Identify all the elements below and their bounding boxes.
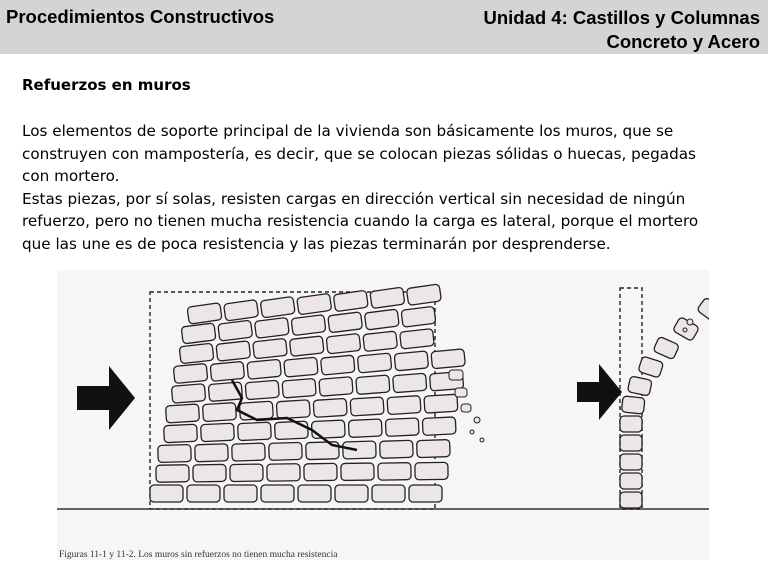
brick	[343, 441, 377, 459]
brick	[187, 303, 222, 324]
brick	[431, 349, 465, 369]
brick	[313, 398, 347, 417]
brick	[298, 485, 331, 502]
brick	[274, 421, 308, 440]
brick	[620, 492, 642, 508]
brick	[409, 485, 442, 502]
brick	[364, 309, 399, 330]
brick	[239, 401, 273, 420]
brick	[232, 443, 266, 461]
brick	[254, 317, 289, 338]
course-title: Procedimientos Constructivos	[6, 6, 275, 27]
paragraph-1: Los elementos de soporte principal de la vivienda son básicamente los muros, que se construyen con mampostería, es decir, que se colocan piezas sólidas o huecas, pegadas con mortero.	[22, 122, 696, 185]
brick	[422, 417, 456, 436]
brick	[195, 444, 229, 462]
brick	[253, 338, 288, 359]
brick	[276, 400, 310, 419]
brick	[156, 465, 189, 483]
brick	[158, 444, 192, 462]
brick	[620, 454, 642, 470]
unit-title	[483, 6, 760, 54]
brick	[216, 341, 251, 362]
brick	[380, 440, 414, 458]
brick	[187, 485, 220, 502]
brick	[326, 333, 361, 354]
brick	[224, 485, 257, 502]
brick	[348, 419, 382, 438]
brick	[224, 300, 259, 321]
brick	[406, 284, 441, 305]
brick	[321, 355, 355, 375]
brick	[269, 442, 303, 460]
brick	[356, 375, 390, 395]
section-heading: Refuerzos en muros	[22, 76, 191, 94]
body-text	[22, 120, 722, 255]
brick	[387, 396, 421, 415]
brick	[164, 424, 198, 443]
lateral-load-arrow-left	[77, 366, 135, 430]
brick	[328, 312, 363, 333]
brick	[378, 463, 411, 481]
brick	[620, 473, 642, 489]
brick	[284, 357, 318, 377]
brick	[620, 416, 642, 432]
lateral-load-arrow-right	[577, 364, 622, 420]
brick	[350, 397, 384, 416]
brick	[341, 463, 374, 481]
brick	[291, 315, 326, 336]
brick	[218, 320, 253, 341]
brick	[202, 403, 236, 422]
brick	[319, 377, 353, 397]
brick	[372, 485, 405, 502]
wall-failure-figure	[57, 270, 709, 560]
brick	[415, 462, 448, 480]
brick	[289, 336, 324, 357]
brick	[401, 306, 436, 327]
brick	[311, 420, 345, 439]
brick	[385, 418, 419, 437]
brick	[297, 293, 332, 314]
brick	[333, 290, 368, 311]
brick	[261, 485, 294, 502]
brick	[370, 287, 405, 308]
brick	[173, 363, 207, 383]
brick	[304, 463, 337, 481]
brick	[363, 331, 398, 352]
brick	[424, 394, 458, 413]
brick	[210, 361, 244, 381]
brick-wall-side-view	[620, 297, 709, 508]
brick	[400, 329, 435, 350]
unit-title-line2: Concreto y Acero	[606, 31, 760, 52]
brick	[245, 380, 279, 400]
brick-wall-front-view	[150, 284, 465, 502]
paragraph-2: Estas piezas, por sí solas, resisten cargas en dirección vertical sin necesidad de ningún refuerzo, pero no tienen mucha resistencia cuando la carga es lateral, porque el mortero que las une es de poca resistencia y las piezas terminarán por desprenderse.	[22, 189, 699, 253]
brick	[620, 435, 642, 451]
brick	[653, 336, 680, 360]
brick	[393, 373, 427, 393]
brick	[171, 384, 205, 404]
brick	[335, 485, 368, 502]
brick	[150, 485, 183, 502]
brick	[201, 423, 235, 442]
slide-header	[0, 0, 768, 54]
figure-caption: Figuras 11-1 y 11-2. Los muros sin refuerzos no tienen mucha resistencia	[59, 550, 338, 560]
brick	[357, 353, 391, 373]
wall-illustration	[57, 270, 709, 560]
brick	[697, 297, 709, 323]
brick	[247, 359, 281, 379]
brick	[193, 464, 226, 482]
brick	[282, 378, 316, 398]
brick	[179, 343, 214, 364]
brick	[417, 440, 451, 458]
brick	[394, 351, 428, 371]
brick	[260, 296, 295, 317]
brick	[621, 396, 645, 414]
brick	[238, 422, 272, 441]
brick	[166, 404, 200, 423]
unit-title-line1: Unidad 4: Castillos y Columnas	[483, 7, 760, 28]
brick	[627, 376, 652, 396]
brick	[267, 464, 300, 482]
brick	[230, 464, 263, 482]
brick	[181, 323, 216, 344]
